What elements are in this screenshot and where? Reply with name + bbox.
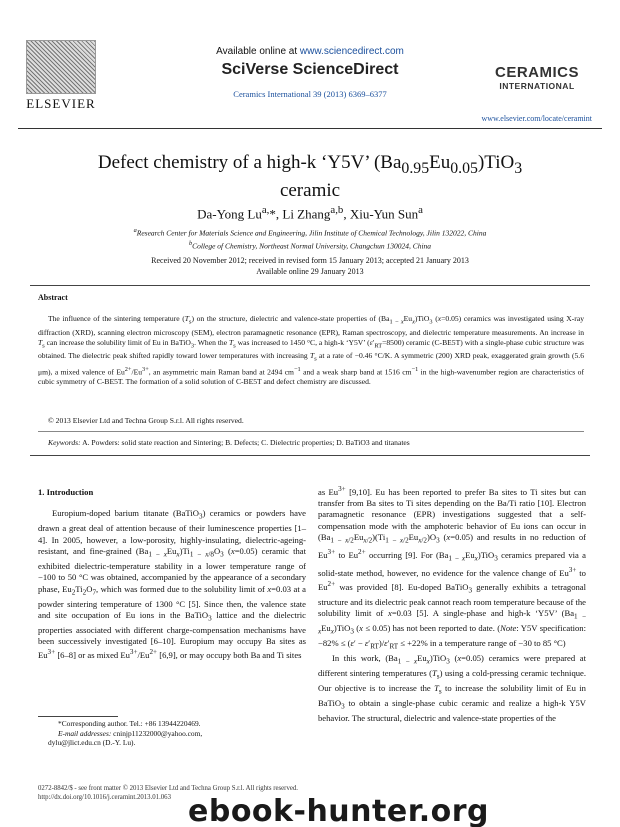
- header-divider: [18, 128, 602, 129]
- journal-url-link[interactable]: www.elsevier.com/locate/ceramint: [481, 114, 592, 123]
- authors: Da-Yong $Lu^{a,}*$, Li Zhang$^{a,b}$, Xiu-Yun Sun$^a$: [197, 204, 423, 222]
- keywords-label: Keywords:: [48, 438, 81, 447]
- available-prefix: Available online at: [216, 46, 300, 57]
- affiliation-a: $^a$Research Center for Materials Science and Engineering, Jilin Institute of Chemical Technology, Jilin 132022, China: [133, 227, 487, 238]
- journal-logo: [482, 64, 592, 91]
- article-dates: [40, 255, 580, 277]
- online-date: Available online 29 January 2013: [256, 267, 364, 276]
- footnotes: [48, 719, 202, 748]
- elsevier-logo: [18, 40, 104, 112]
- platform-name: SciVerse ScienceDirect: [221, 61, 399, 78]
- watermark: ebook-hunter.org: [188, 794, 489, 827]
- title-line-1: Defect chemistry of a high-k ‘Y5V’ $(Ba_{0.95}Eu_{0.05})TiO_3$: [97, 152, 523, 177]
- section-heading-introduction: 1. Introduction: [38, 487, 94, 497]
- journal-reference-link[interactable]: Ceramics International 39 (2013) 6369–6377: [233, 89, 387, 99]
- keywords: [48, 438, 410, 447]
- keywords-divider: [38, 431, 584, 432]
- body-top-divider: [30, 455, 590, 456]
- elsevier-tree-image: [26, 40, 96, 94]
- email-line: [48, 729, 202, 739]
- intro-paragraph-1-cont: as $Eu^{3+}$ [9,10]. Eu has been reported to prefer Ba sites to Ti sites but can transfer from Ba sites to Ti sites depending on the Ba/Ti ratio [10]. Electron paramagnetic resonance (EPR) investigations suggested that a self-compensation mode with the amphoteric behavior of Eu ions can occur in $(Ba_{1 - x/2}Eu_{x/2})(Ti_{1 - x/2}Eu_{x/2})O_3$ (x=0.05) and results in no reduction of $Eu^{3+}$ to $Eu^{2+}$ occurring [9]. For $(Ba_{1 - x}Eu_x)TiO_3$ ceramics prepared via a solid-state method, however, no evidence for the valence change of $Eu^{3+}$ to $Eu^{2+}$ was provided [8]. Eu-doped BaTiO$_3$ generally exhibits a tetragonal structure and its dielectric peak cannot reach room temperature because of the solubility limit of x=0.03 [5]. A single-phase and high-k ‘Y5V’ $(Ba_{1 - x}Eu_x)TiO_3$ (x ≤ 0.05) has not been reported to date. (Note: Y5V specification: $-82\% \le (\varepsilon' - \varepsilon'_{RT})/\varepsilon'_{RT} \le +22\%$ in a temperature range of −30 to 85 °C): [318, 485, 587, 652]
- article-title: [40, 152, 580, 202]
- doi-link[interactable]: http://dx.doi.org/10.1016/j.ceramint.2013.01.063: [38, 794, 171, 801]
- center-header: [150, 46, 470, 99]
- abstract-copyright: © 2013 Elsevier Ltd and Techna Group S.r.l. All rights reserved.: [48, 416, 244, 425]
- title-line-2: ceramic: [279, 179, 341, 201]
- intro-paragraph-1: Europium-doped barium titanate (BaTiO$_3$) ceramics or powders have drawn a great deal of attention because of their luminescence properties [1–4]. In 2005, however, a low-porosity, highly-insulating, dielectric-ageing-resistant, and fine-grained $(Ba_{1 - x}Eu_x)Ti_{1 - x/8}O_3$ (x=0.05) ceramic that exhibited dielectric-temperature stability in a lower temperature range of −100 to 50 °C was obtained, accompanied by the appearance of a secondary phase, $Eu_2Ti_2O_7$, which was formed due to the solubility limit of x=0.03 at a powder sintering temperature of 1300 °C [5]. Since then, the valence state and site occupation of Eu ions in the BaTiO$_3$ lattice and the dielectric properties associated with different charge-compensation mechanisms have been successively investigated [6–10]. Europium may occupy Ba sites as $Eu^{3+}$ [6–8] or as mixed $Eu^{3+}/Eu^{2+}$ [6,9], or may occupy both Ba and Ti sites: [38, 508, 306, 661]
- journal-logo-small: INTERNATIONAL: [499, 81, 575, 91]
- email-label: E-mail addresses:: [58, 728, 112, 738]
- keywords-text: A. Powders: solid state reaction and Sintering; B. Defects; C. Dielectric properties; D. BaTiO3 and titanates: [80, 438, 410, 447]
- affiliations: [40, 226, 580, 251]
- body-column-left: [38, 487, 306, 662]
- received-dates: Received 20 November 2012; received in revised form 15 January 2013; accepted 21 January 2013: [151, 256, 469, 265]
- elsevier-logo-text: ELSEVIER: [26, 96, 96, 111]
- footnote-divider: [38, 716, 118, 717]
- email-2[interactable]: dylu@jlict.edu.cn (D.-Y. Lu).: [48, 738, 136, 747]
- journal-logo-big: CERAMICS: [494, 64, 579, 81]
- abstract-top-divider: [30, 285, 590, 286]
- available-online: [150, 46, 470, 57]
- abstract-text: The influence of the sintering temperature $(T_s)$ on the structure, dielectric and valence-state properties of $(Ba_{1 - x}Eu_x)TiO_3$ (x=0.05) ceramics was investigated using X-ray diffraction (XRD), scanning electron microscopy (SEM), electron paramagnetic resonance (EPR), Raman spectroscopy, and dielectric temperature measurements. An increase in $T_s$ can increase the solubility limit of Eu in BaTiO$_3$. When the $T_s$ was increased to 1450 °C, a high-k ‘Y5V’ $(\varepsilon'_{RT}=8500)$ ceramic (C-BE5T) with a single-phase cubic structure was obtained. The dielectric peak shifted rapidly toward lower temperatures with increasing $T_s$ at a rate of −0.46 °C/K. A symmetric (200) XRD peak, exaggerated grain growth (5.6 μm), a mixed valence of $Eu^{2+}/Eu^{3+}$, an asymmetric main Raman band at 2494 $cm^{-1}$ and a weak sharp band at 1516 $cm^{-1}$ in the high-wavenumber region are characteristics of cubic symmetry of C-BE5T. The formation of a solid solution of C-BE5T and defect chemistry are discussed.: [38, 314, 585, 387]
- affiliation-b: $^b$College of Chemistry, Northeast Normal University, Changchun 130024, China: [188, 239, 432, 250]
- body-column-right: [318, 484, 586, 725]
- abstract-heading: Abstract: [38, 293, 68, 302]
- issn-line: 0272-8842/$ - see front matter © 2013 Elsevier Ltd and Techna Group S.r.l. All rights reserved.: [38, 785, 298, 792]
- sciencedirect-link[interactable]: www.sciencedirect.com: [299, 46, 404, 57]
- intro-paragraph-2: In this work, $(Ba_{1 - x}Eu_x)TiO_3$ (x=0.05) ceramics were prepared at different sintering temperatures $(T_s)$ using a cold-pressing ceramic technique. Our objective is to increase the $T_s$ to increase the solubility limit of Eu in BaTiO$_3$ to obtain a single-phase cubic ceramic and realize a high-k Y5V behavior. The structural, dielectric and valence-state properties of the: [318, 653, 587, 724]
- email-1[interactable]: cninjp11232000@yahoo.com,: [111, 728, 203, 738]
- journal-header: [0, 0, 620, 132]
- corresponding-author: *Corresponding author. Tel.: +86 13944220469.: [58, 719, 201, 728]
